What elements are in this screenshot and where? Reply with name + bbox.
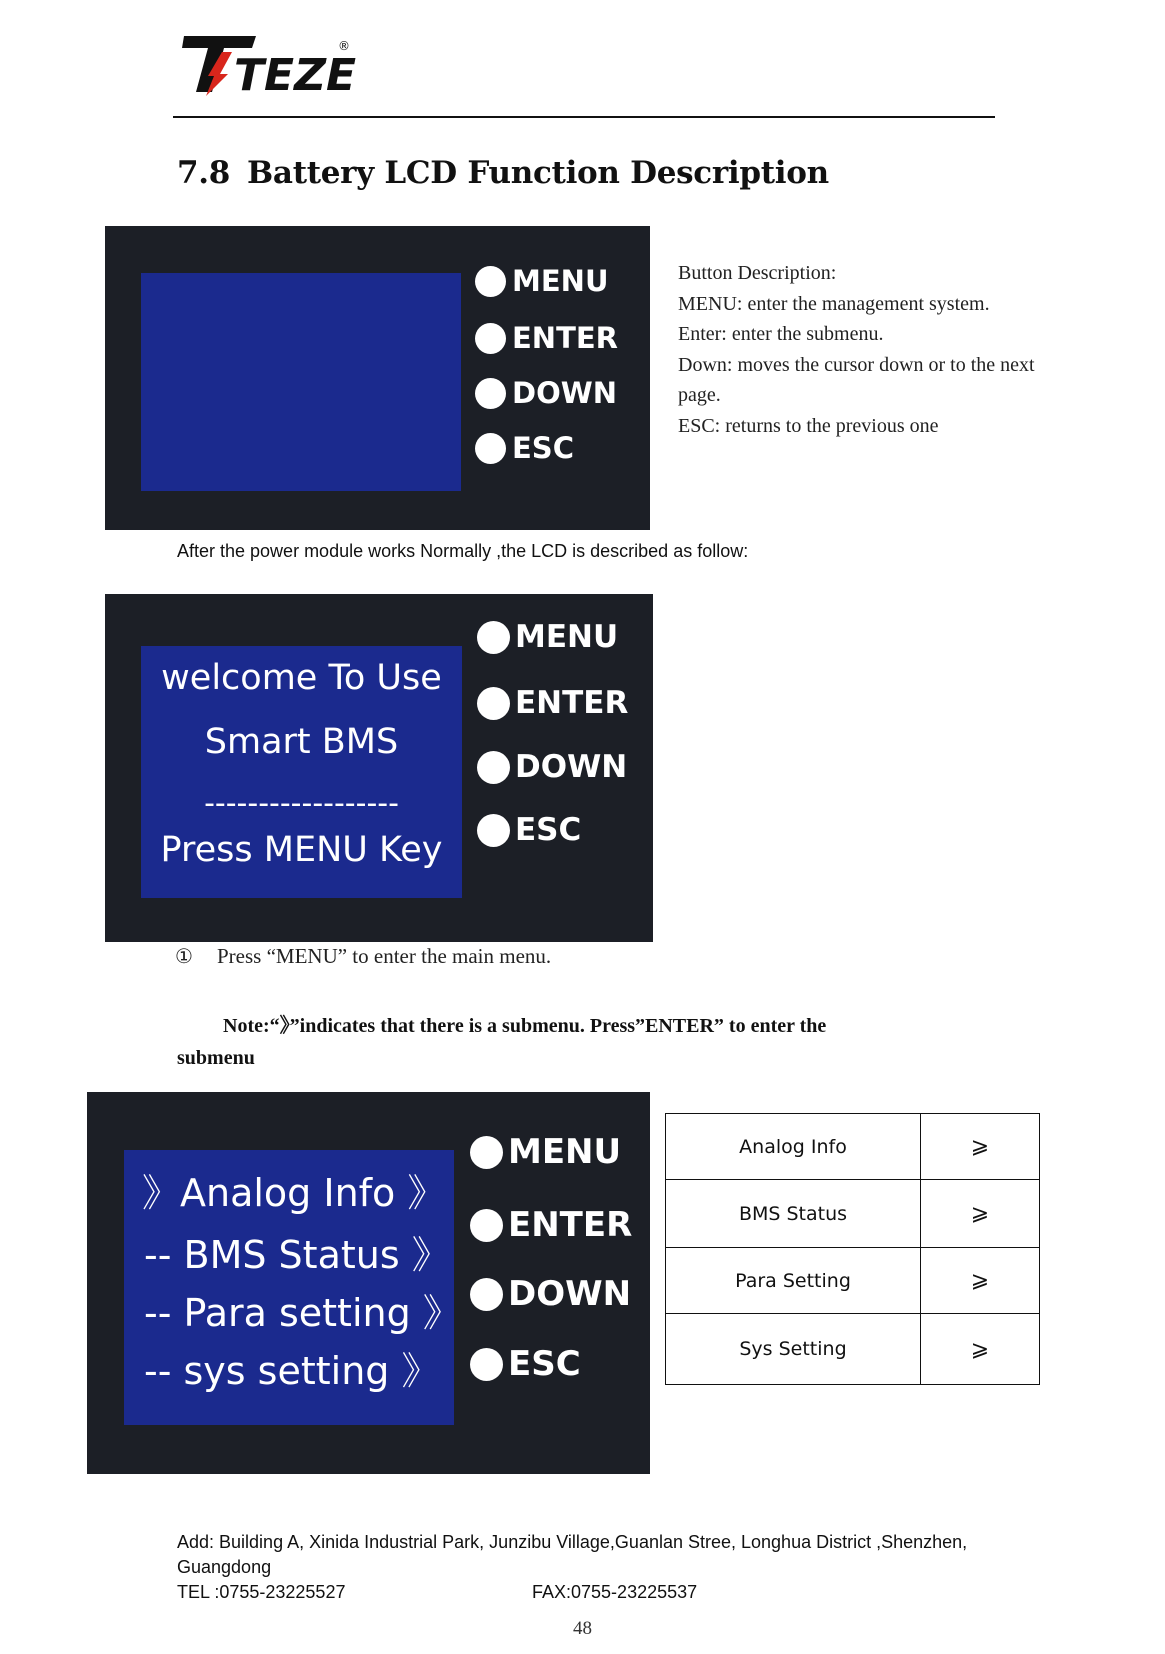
menu-button[interactable] <box>470 1132 621 1172</box>
button-dot-icon <box>470 1278 503 1311</box>
note-line-2: submenu <box>177 1047 255 1069</box>
menu-table-label: Para Setting <box>666 1248 921 1314</box>
lcd-button-column <box>475 226 650 530</box>
logo-text: TEZE <box>234 50 357 101</box>
welcome-line: welcome To Use <box>161 658 442 698</box>
lcd-screen-welcome <box>141 646 462 898</box>
submenu-note <box>177 1010 977 1074</box>
menu-button[interactable] <box>475 264 609 298</box>
section-number: 7.8 <box>177 155 231 191</box>
menu-line-analog-info: 》Analog Info 》 <box>142 1171 446 1215</box>
table-row <box>666 1248 1040 1314</box>
menu-line-sys-setting: -- sys setting 》 <box>144 1349 440 1393</box>
lcd-panel-main-menu <box>87 1092 650 1474</box>
button-dot-icon <box>477 751 510 784</box>
enter-button[interactable] <box>475 321 618 355</box>
down-button[interactable] <box>475 376 617 410</box>
registered-mark: ® <box>338 39 350 53</box>
page-number: 48 <box>573 1618 592 1639</box>
step-marker: ① <box>175 944 193 968</box>
button-dot-icon <box>470 1136 503 1169</box>
footer-address: Add: Building A, Xinida Industrial Park, Junzibu Village,Guanlan Stree, Longhua District ,Shenzhen, <box>177 1532 968 1552</box>
note-line-1: Note:“》”indicates that there is a submenu. Press”ENTER” to enter the <box>223 1015 827 1037</box>
enter-button[interactable] <box>477 685 628 721</box>
menu-table <box>665 1113 1040 1385</box>
button-dot-icon <box>477 621 510 654</box>
button-description-heading: Button Description: <box>678 262 837 284</box>
lcd-panel-blank <box>105 226 650 530</box>
down-button-label: DOWN <box>515 749 628 785</box>
section-title <box>177 155 829 191</box>
button-dot-icon <box>477 814 510 847</box>
down-button-label: DOWN <box>512 376 617 410</box>
button-dot-icon <box>477 687 510 720</box>
lcd-button-column <box>470 1092 650 1474</box>
step-text: Press “MENU” to enter the main menu. <box>217 944 552 968</box>
submenu-arrow-icon: ⩾ <box>921 1314 1040 1385</box>
welcome-line: Press MENU Key <box>160 830 443 870</box>
teze-logo <box>182 30 362 102</box>
button-dot-icon <box>470 1348 503 1381</box>
down-button-label: DOWN <box>508 1274 632 1314</box>
footer-address-2: Guangdong <box>177 1557 272 1577</box>
submenu-arrow-icon: ⩾ <box>921 1114 1040 1180</box>
menu-button-label: MENU <box>508 1132 622 1172</box>
esc-button[interactable] <box>470 1344 581 1384</box>
menu-button-label: MENU <box>515 619 619 655</box>
esc-button[interactable] <box>475 431 574 465</box>
menu-table-label: Analog Info <box>666 1114 921 1180</box>
menu-button-label: MENU <box>512 264 609 298</box>
menu-table-label: Sys Setting <box>666 1314 921 1385</box>
esc-button[interactable] <box>477 812 581 848</box>
menu-line-para-setting: -- Para setting 》 <box>144 1291 461 1335</box>
section-heading: Battery LCD Function Description <box>247 155 829 191</box>
button-dot-icon <box>475 378 506 409</box>
lcd-button-column <box>477 594 653 942</box>
lcd-panel-welcome <box>105 594 653 942</box>
enter-button-label: ENTER <box>512 321 619 355</box>
footer <box>177 1530 1057 1605</box>
button-dot-icon <box>470 1209 503 1242</box>
lcd-screen-blank <box>141 273 461 491</box>
step-1 <box>175 944 551 969</box>
submenu-arrow-icon: ⩾ <box>921 1180 1040 1248</box>
enter-button-label: ENTER <box>508 1205 633 1245</box>
esc-button-label: ESC <box>508 1344 581 1384</box>
lcd-screen-main-menu <box>124 1150 461 1425</box>
button-description-line: Enter: enter the submenu. <box>678 323 884 345</box>
welcome-divider: ------------------ <box>204 786 399 821</box>
footer-tel: TEL :0755-23225527 <box>177 1582 346 1602</box>
after-power-text: After the power module works Normally ,the LCD is described as follow: <box>177 541 749 561</box>
menu-button[interactable] <box>477 619 618 655</box>
table-row <box>666 1114 1040 1180</box>
button-dot-icon <box>475 433 506 464</box>
enter-button-label: ENTER <box>515 685 629 721</box>
table-row <box>666 1314 1040 1385</box>
down-button[interactable] <box>477 749 627 785</box>
button-description <box>678 258 1078 441</box>
footer-contact <box>177 1580 1057 1605</box>
footer-fax: FAX:0755-23225537 <box>532 1582 698 1602</box>
header-rule <box>173 116 995 118</box>
esc-button-label: ESC <box>515 812 582 848</box>
enter-button[interactable] <box>470 1205 632 1245</box>
button-description-line: ESC: returns to the previous one <box>678 414 939 437</box>
down-button[interactable] <box>470 1274 631 1314</box>
menu-line-bms-status: -- BMS Status 》 <box>144 1233 450 1277</box>
button-dot-icon <box>475 266 506 297</box>
button-dot-icon <box>475 323 506 354</box>
welcome-line: Smart BMS <box>204 722 399 762</box>
menu-table-label: BMS Status <box>666 1180 921 1248</box>
button-description-line: Down: moves the cursor down or to the next <box>678 353 1035 376</box>
table-row <box>666 1180 1040 1248</box>
esc-button-label: ESC <box>512 431 574 465</box>
button-description-line: page. <box>678 384 721 406</box>
button-description-line: MENU: enter the management system. <box>678 292 990 315</box>
submenu-arrow-icon: ⩾ <box>921 1248 1040 1314</box>
